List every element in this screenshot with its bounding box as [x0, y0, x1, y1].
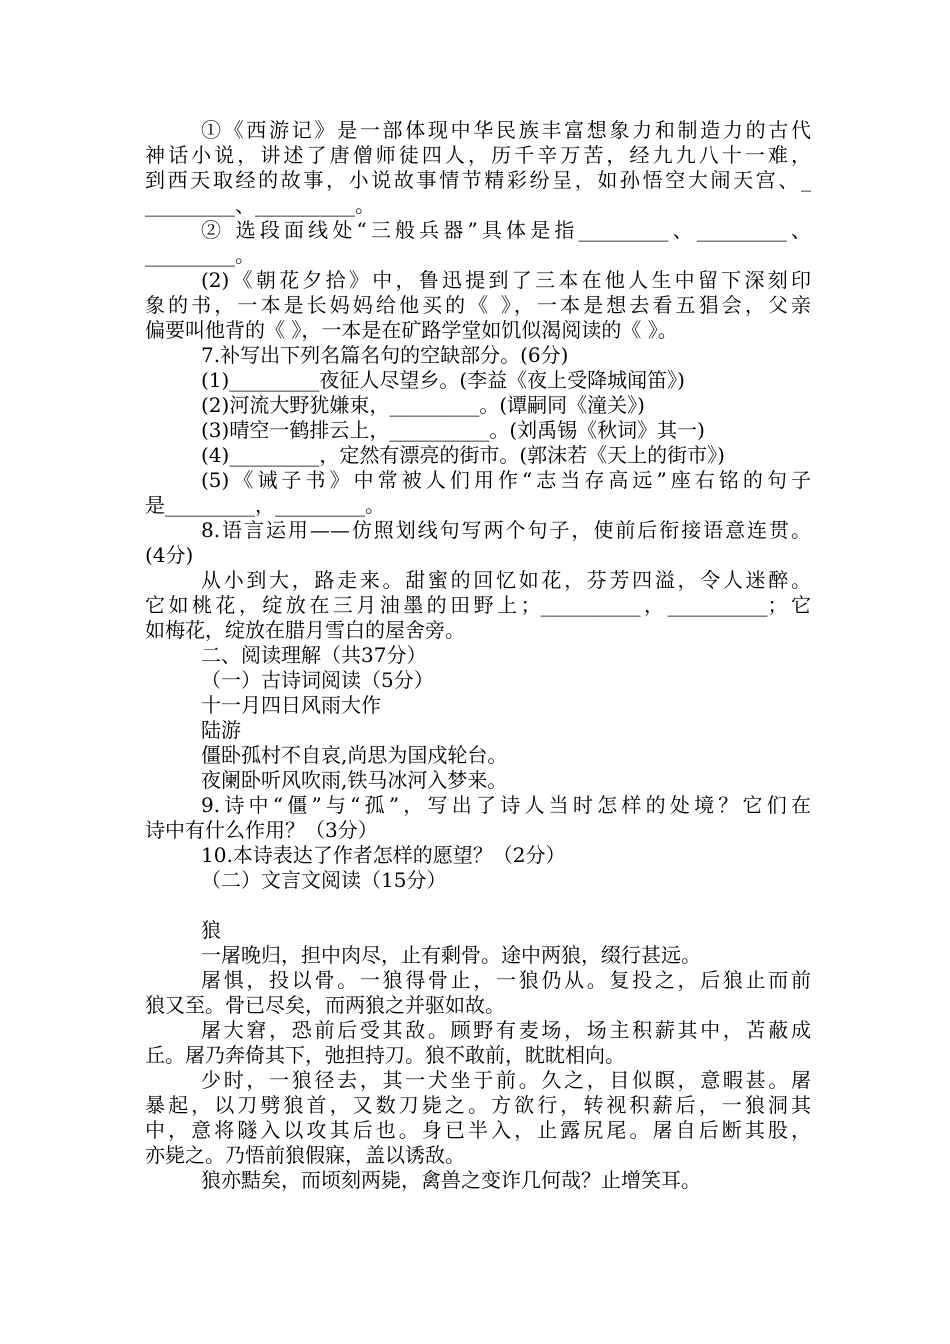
blank-line [145, 893, 811, 918]
text-line: (4分) [145, 543, 194, 567]
subsection-heading: （一）古诗词阅读（5分） [201, 668, 434, 692]
subsection-heading: （二）文言文阅读（15分） [201, 868, 447, 892]
text-line: 是_________，_________。 [145, 493, 385, 517]
passage-line: 狼亦黠矣，而顷刻两毙，禽兽之变诈几何哉？止增笑耳。 [201, 1168, 701, 1192]
question-8-heading: 8.语言运用——仿照划线句写两个句子，使前后衔接语意连贯。 [201, 518, 811, 542]
text-line: 如梅花，绽放在腊月雪白的屋舍旁。 [145, 618, 465, 642]
passage-line: 亦毙之。乃悟前狼假寐，盖以诱敌。 [145, 1143, 465, 1167]
passage-line: 狼又至。骨已尽矣，而两狼之并驱如故。 [145, 993, 505, 1017]
text-line: (4)_________，定然有漂亮的街市。(郭沫若《天上的街市》) [201, 443, 725, 467]
text-line: _________、__________。 [145, 193, 375, 217]
text-line: ② 选段面线处“三般兵器”具体是指_________、_________、 [201, 218, 811, 242]
poem-author: 陆游 [201, 718, 241, 742]
text-line: 象的书，一本是长妈妈给他买的《 》，一本是想去看五猖会，父亲 [145, 293, 811, 317]
passage-line: 中，意将隧入以攻其后也。身已半入，止露尻尾。屠自后断其股， [145, 1118, 811, 1142]
text-line: (3)晴空一鹤排云上，__________。(刘禹锡《秋词》其一) [201, 418, 705, 442]
text-line: ①《西游记》是一部体现中华民族丰富想象力和制造力的古代 [201, 118, 811, 142]
poem-line: 夜阑卧听风吹雨,铁马冰河入梦来。 [201, 768, 508, 792]
passage-line: 暴起，以刀劈狼首，又数刀毙之。方欲行，转视积薪后，一狼洞其 [145, 1093, 811, 1117]
text-line: 偏要叫他背的《 》，一本是在矿路学堂如饥似渴阅读的《 》。 [145, 318, 678, 342]
text-line: 从小到大，路走来。甜蜜的回忆如花，芬芳四溢，令人迷醉。 [201, 568, 811, 592]
text-line: (2)《朝花夕拾》中，鲁迅提到了三本在他人生中留下深刻印 [201, 268, 811, 292]
passage-line: 屠大窘，恐前后受其敌。顾野有麦场，场主积薪其中，苫蔽成 [201, 1018, 811, 1042]
text-line: (5)《诫子书》中常被人们用作“志当存高远”座右铭的句子 [201, 468, 811, 492]
text-line: 到西天取经的故事，小说故事情节精彩纷呈，如孙悟空大闹天宫、_ [145, 168, 811, 192]
passage-line: 少时，一狼径去，其一犬坐于前。久之，目似瞑，意暇甚。屠 [201, 1068, 811, 1092]
text-line: 诗中有什么作用？（3分） [145, 818, 378, 842]
document-page [145, 118, 811, 1193]
passage-title: 狼 [201, 918, 221, 942]
question-7-heading: 7.补写出下列名篇名句的空缺部分。(6分) [201, 343, 569, 367]
question-9: 9.诗中“僵”与“孤”，写出了诗人当时怎样的处境？它们在 [201, 793, 811, 817]
text-line: _________。 [145, 243, 255, 267]
text-line: (2)河流大野犹嫌束，_________。(谭嗣同《潼关》) [201, 393, 645, 417]
text-line: 神话小说，讲述了唐僧师徒四人，历千辛万苦，经九九八十一难， [145, 143, 811, 167]
passage-line: 一屠晚归，担中肉尽，止有剩骨。途中两狼，缀行甚远。 [201, 943, 701, 967]
text-line: 它如桃花，绽放在三月油墨的田野上；__________，__________；它 [145, 593, 811, 617]
poem-line: 僵卧孤村不自哀,尚思为国戍轮台。 [201, 743, 508, 767]
passage-line: 丘。屠乃奔倚其下，弛担持刀。狼不敢前，眈眈相向。 [145, 1043, 625, 1067]
question-10: 10.本诗表达了作者怎样的愿望？（2分） [201, 843, 566, 867]
passage-line: 屠惧，投以骨。一狼得骨止，一狼仍从。复投之，后狼止而前 [201, 968, 811, 992]
section-heading: 二、阅读理解（共37分） [201, 643, 427, 667]
poem-title: 十一月四日风雨大作 [201, 693, 381, 717]
text-line: (1)_________夜征人尽望乡。(李益《夜上受降城闻笛》) [201, 368, 685, 392]
